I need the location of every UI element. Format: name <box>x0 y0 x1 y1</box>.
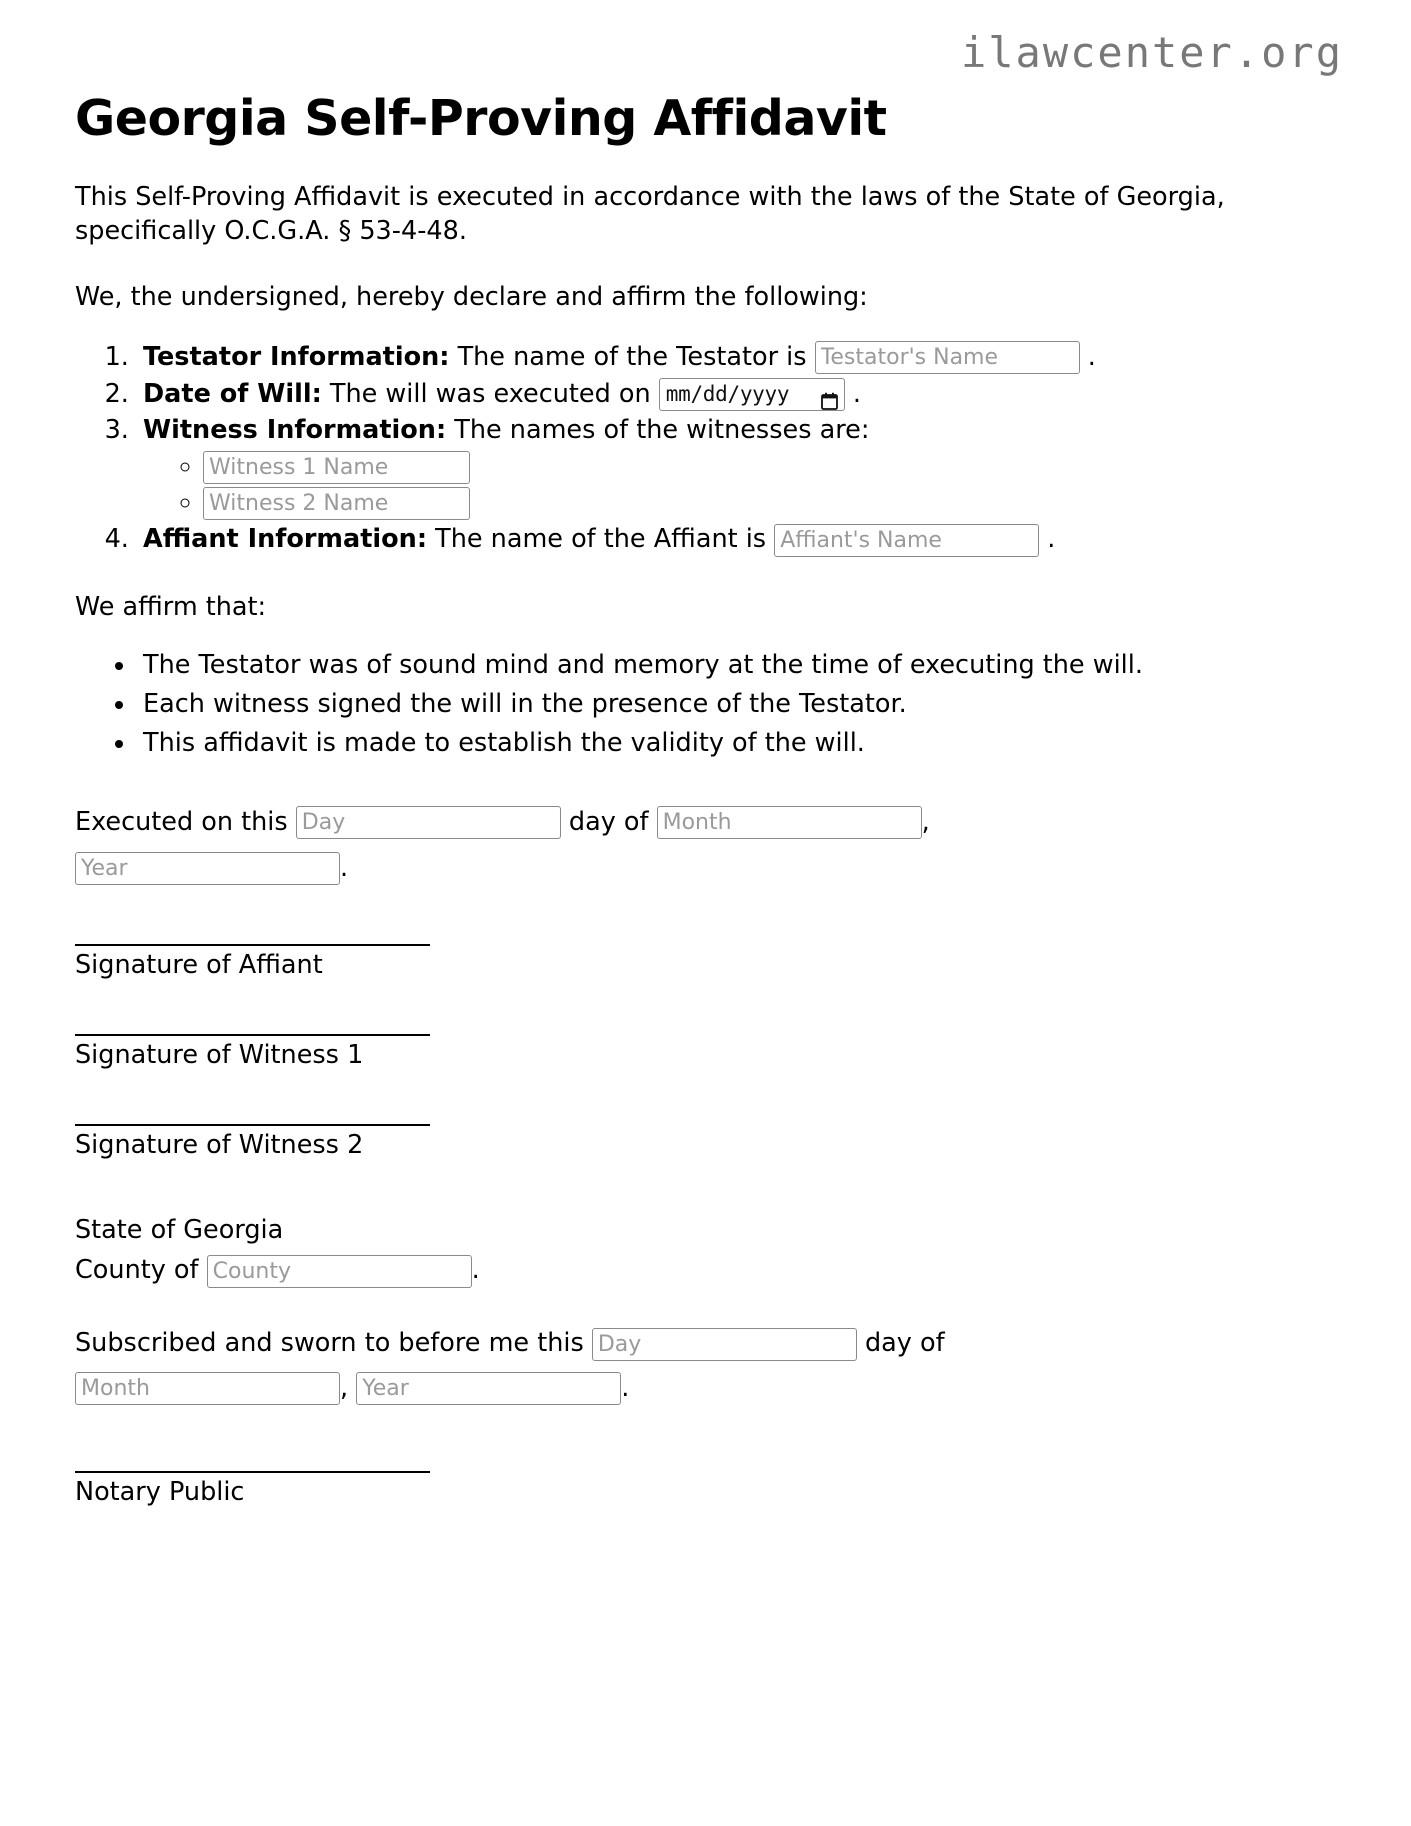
affiant-information-label: Affiant Information: <box>143 524 428 555</box>
signature-block-witness-1 <box>75 1034 1336 1072</box>
executed-comma: , <box>921 806 930 837</box>
affirm-heading: We affirm that: <box>75 592 267 623</box>
testator-period: . <box>1087 341 1096 372</box>
signature-label-notary: Notary Public <box>75 1476 245 1507</box>
notary-date-block <box>75 1324 1335 1408</box>
affiant-name-input[interactable] <box>774 524 1039 557</box>
signature-line-witness-2 <box>75 1124 430 1126</box>
signature-block-affiant <box>75 944 1336 982</box>
signature-line-witness-1 <box>75 1034 430 1036</box>
date-of-will-input[interactable] <box>659 378 845 411</box>
date-of-will-label: Date of Will: <box>143 378 322 409</box>
date-of-will-period: . <box>852 378 861 409</box>
executed-month-input[interactable] <box>657 806 922 839</box>
list-item-witness-2 <box>203 486 1336 520</box>
notary-prefix-label: Subscribed and sworn to before me this <box>75 1328 584 1359</box>
testator-information-text: The name of the Testator is <box>457 341 807 372</box>
list-item-affirm-1: • The Testator was of sound mind and memory at the time of executing the will. <box>137 647 1336 684</box>
signature-label-witness-2: Signature of Witness 2 <box>75 1130 364 1161</box>
date-of-will-text: The will was executed on <box>329 378 651 409</box>
signature-block-notary <box>75 1471 1336 1509</box>
notary-middle-label: day of <box>864 1328 945 1359</box>
list-item-affirm-3: • This affidavit is made to establish the validity of the will. <box>137 725 1336 762</box>
list-item-witness-1 <box>203 450 1336 484</box>
county-period: . <box>471 1255 480 1286</box>
executed-period: . <box>340 852 349 883</box>
witness-sublist <box>143 450 1336 520</box>
notary-comma: , <box>340 1372 349 1403</box>
jurisdiction-block <box>75 1212 1336 1288</box>
page-title: Georgia Self-Proving Affidavit <box>75 90 887 147</box>
witness-1-name-input[interactable] <box>203 451 470 484</box>
executed-year-input[interactable] <box>75 852 340 885</box>
witness-information-text: The names of the witnesses are: <box>454 415 870 446</box>
list-item-affirm-2: • Each witness signed the will in the presence of the Testator. <box>137 686 1336 723</box>
notary-day-input[interactable] <box>592 1328 857 1361</box>
affirmation-list <box>75 647 1336 762</box>
signature-label-witness-1: Signature of Witness 1 <box>75 1040 364 1071</box>
calendar-icon[interactable] <box>821 386 838 404</box>
testator-information-label: Testator Information: <box>143 341 450 372</box>
date-placeholder-text: mm/dd/yyyy <box>665 381 790 406</box>
affiant-information-text: The name of the Affiant is <box>435 524 767 555</box>
executed-middle-label: day of <box>568 806 649 837</box>
list-item-date-of-will <box>137 378 1336 412</box>
executed-day-input[interactable] <box>296 806 561 839</box>
county-input[interactable] <box>207 1255 472 1288</box>
notary-period: . <box>621 1372 630 1403</box>
list-item-witness-information <box>137 414 1336 520</box>
witness-2-name-input[interactable] <box>203 487 470 520</box>
county-label: County of <box>75 1255 199 1286</box>
signature-line-notary <box>75 1471 430 1473</box>
executed-prefix-label: Executed on this <box>75 806 288 837</box>
affiant-period: . <box>1047 524 1056 555</box>
declaration-list <box>75 341 1336 557</box>
notary-year-input[interactable] <box>356 1372 621 1405</box>
declaration-line: We, the undersigned, hereby declare and affirm the following: <box>75 281 868 312</box>
witness-information-label: Witness Information: <box>143 415 447 446</box>
list-item-affiant-information <box>137 523 1336 557</box>
signature-line-affiant <box>75 944 430 946</box>
signature-label-affiant: Signature of Affiant <box>75 950 323 981</box>
intro-paragraph: This Self-Proving Affidavit is executed in accordance with the laws of the State of Georgia, specifically O.C.G.A. § 53-4-48. <box>75 181 1225 246</box>
site-watermark: ilawcenter.org <box>960 28 1343 77</box>
list-item-testator-information <box>137 341 1336 375</box>
execution-date-block <box>75 802 1335 889</box>
state-label: State of Georgia <box>75 1215 284 1246</box>
testator-name-input[interactable] <box>815 341 1080 374</box>
notary-month-input[interactable] <box>75 1372 340 1405</box>
signature-block-witness-2 <box>75 1124 1336 1162</box>
